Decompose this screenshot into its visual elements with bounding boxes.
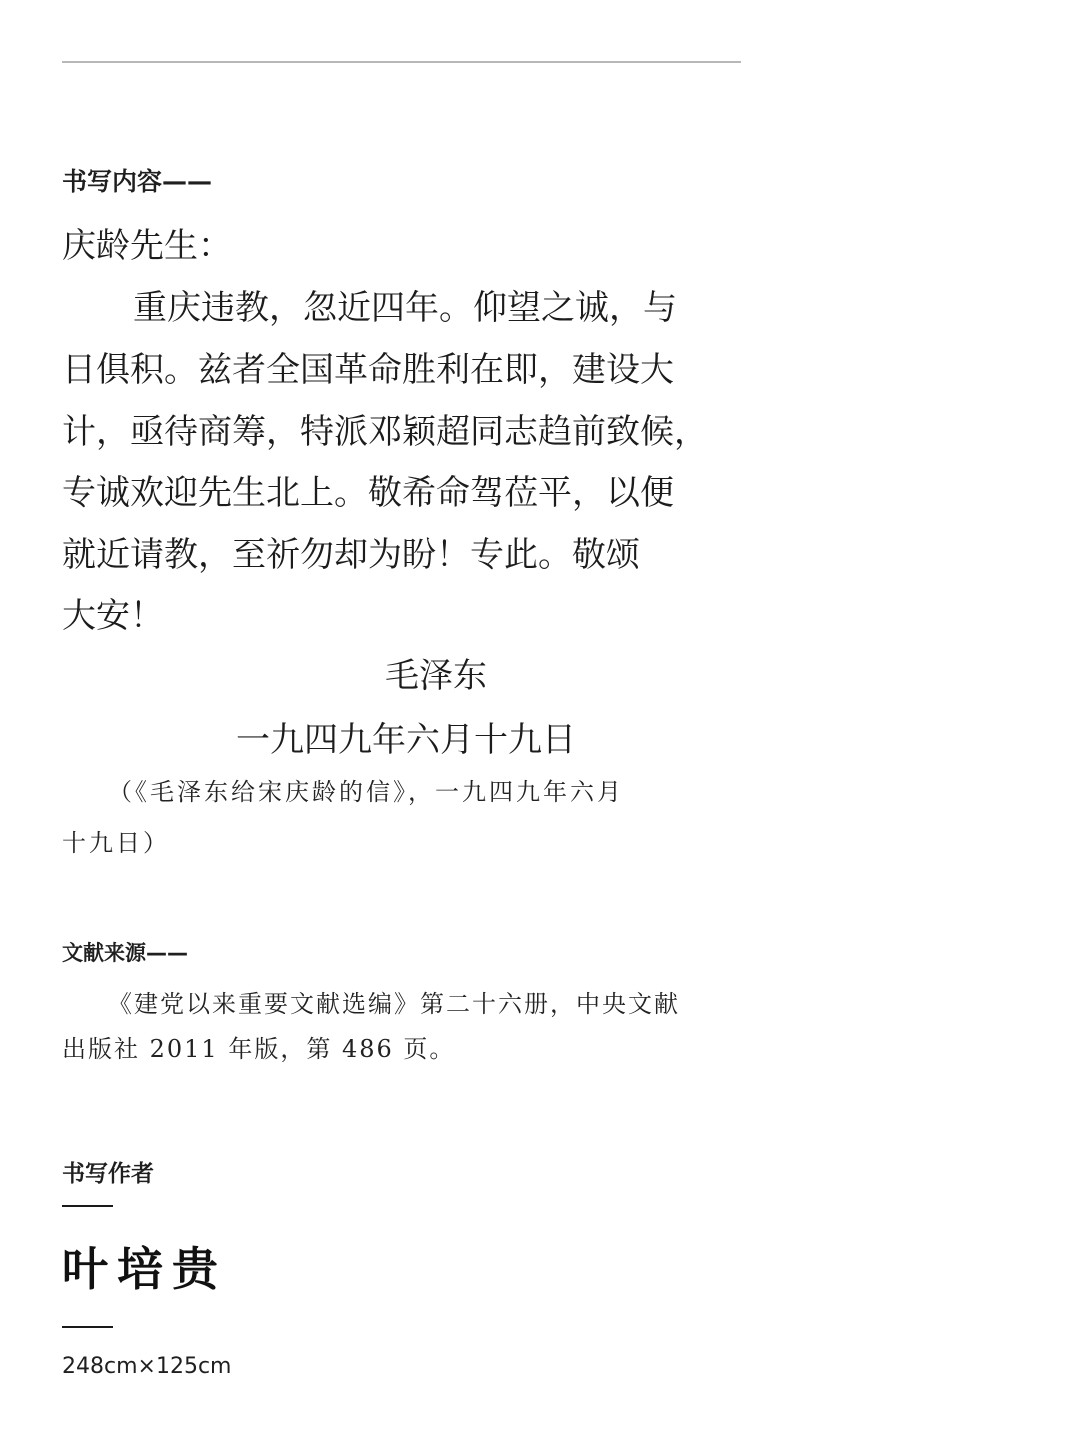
letter-line: 重庆违教，忽近四年。仰望之诚，与 bbox=[133, 288, 677, 328]
content-heading: 书写内容—— bbox=[62, 167, 213, 196]
short-divider bbox=[62, 1326, 113, 1328]
artwork-dimensions: 248cm×125cm bbox=[62, 1354, 232, 1379]
letter-closing: 大安！ bbox=[62, 596, 164, 636]
author-name: 叶培贵 bbox=[62, 1242, 227, 1296]
letter-date: 一九四九年六月十九日 bbox=[236, 720, 576, 760]
source-heading: 文献来源—— bbox=[62, 941, 188, 965]
source-line: 出版社 2011 年版，第 486 页。 bbox=[62, 1035, 456, 1063]
letter-line: 日俱积。兹者全国革命胜利在即，建设大 bbox=[62, 350, 674, 390]
top-divider bbox=[62, 61, 741, 63]
letter-line: 计，亟待商筹，特派邓颖超同志趋前致候， bbox=[62, 412, 708, 452]
citation-line: 十九日） bbox=[62, 829, 170, 857]
letter-line: 就近请教，至祈勿却为盼！专此。敬颂 bbox=[62, 535, 640, 575]
letter-line: 专诚欢迎先生北上。敬希命驾莅平，以便 bbox=[62, 473, 674, 513]
source-line: 《建党以来重要文献选编》第二十六册，中央文献 bbox=[108, 990, 680, 1018]
author-heading: 书写作者 bbox=[62, 1161, 154, 1187]
citation-line: （《毛泽东给宋庆龄的信》，一九四九年六月 bbox=[108, 778, 624, 806]
short-divider bbox=[62, 1205, 113, 1207]
letter-signature: 毛泽东 bbox=[385, 656, 487, 696]
letter-salutation: 庆龄先生： bbox=[62, 226, 232, 266]
